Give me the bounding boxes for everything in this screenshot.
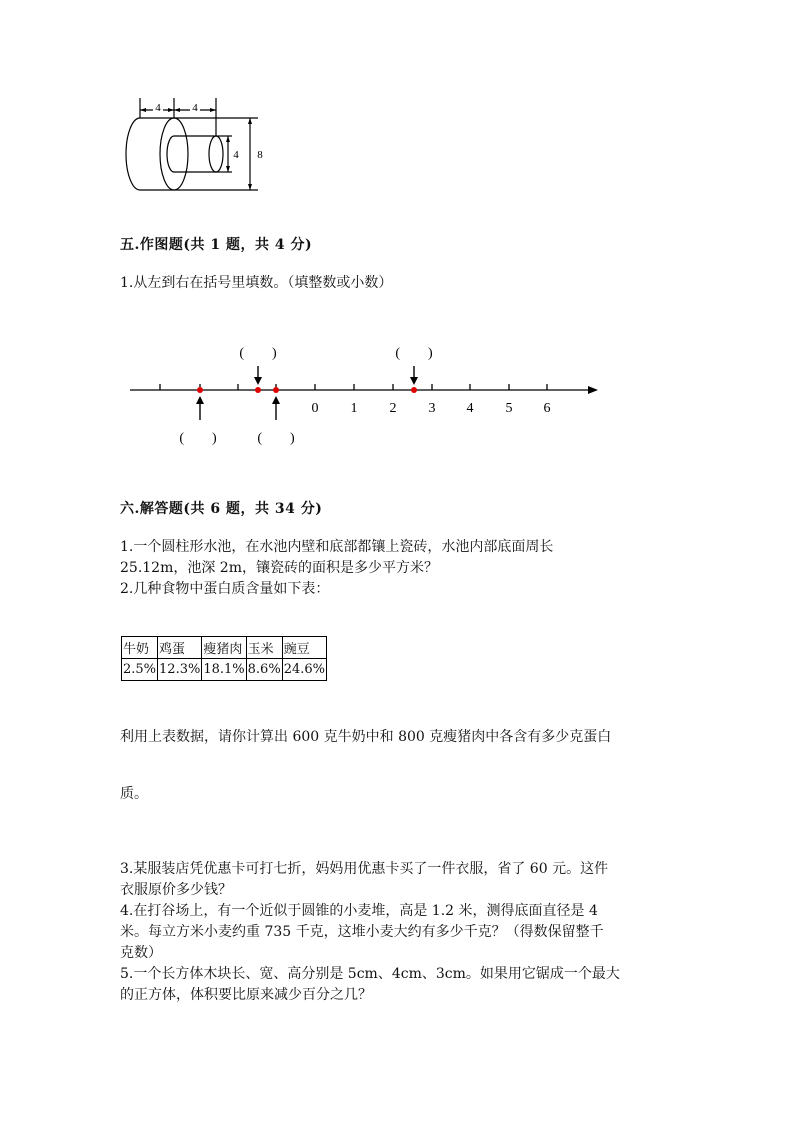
table-cell: 8.6% bbox=[246, 659, 282, 681]
point-d bbox=[411, 387, 417, 393]
point-a bbox=[197, 387, 203, 393]
table-header-row bbox=[122, 637, 327, 659]
q1-line-2: 25.12m，池深 2m，镶瓷砖的面积是多少平方米？ bbox=[120, 560, 438, 576]
tick-label-6: 6 bbox=[543, 401, 551, 416]
table-cell: 2.5% bbox=[122, 659, 158, 681]
q4-line-2: 米。每立方米小麦约重 735 千克，这堆小麦大约有多少千克？（得数保留整千 bbox=[120, 924, 604, 940]
cylinder-figure bbox=[118, 92, 278, 196]
dim-label-large-diameter: 8 bbox=[257, 149, 263, 161]
bracket-bottom-right: ( ) bbox=[257, 431, 295, 446]
section5-question-1: 1.从左到右在括号里填数。（填整数或小数） bbox=[120, 275, 393, 291]
q1-line-1: 1.一个圆柱形水池，在水池内壁和底部都镶上瓷砖，水池内部底面周长 bbox=[120, 539, 554, 555]
table-cell: 24.6% bbox=[282, 659, 326, 681]
q3-line-1: 3.某服装店凭优惠卡可打七折，妈妈用优惠卡买了一件衣服，省了 60 元。这件 bbox=[120, 861, 609, 877]
q5-line-2: 的正方体，体积要比原来减少百分之几？ bbox=[120, 987, 372, 1003]
table-header-cell: 豌豆 bbox=[282, 637, 326, 659]
section6-question-3 bbox=[120, 859, 608, 901]
table-header-cell: 玉米 bbox=[246, 637, 282, 659]
tick-label-5: 5 bbox=[505, 401, 513, 416]
table-header-cell: 瘦猪肉 bbox=[202, 637, 246, 659]
section6-question-2: 2.几种食物中蛋白质含量如下表： bbox=[120, 581, 330, 597]
q4-line-3: 克数） bbox=[120, 945, 162, 961]
q2-text-line-1: 利用上表数据，请你计算出 600 克牛奶中和 800 克瘦猪肉中各含有多少克蛋白 bbox=[120, 729, 612, 745]
tick-label-0: 0 bbox=[311, 401, 319, 416]
bracket-top-right: ( ) bbox=[395, 346, 433, 361]
table-cell: 12.3% bbox=[158, 659, 202, 681]
q5-line-1: 5.一个长方体木块长、宽、高分别是 5cm、4cm、3cm。如果用它锯成一个最大 bbox=[120, 966, 620, 982]
table-row bbox=[122, 659, 327, 681]
protein-table bbox=[121, 636, 327, 681]
q4-line-1: 4.在打谷场上，有一个近似于圆锥的小麦堆，高是 1.2 米，测得底面直径是 4 bbox=[120, 903, 598, 919]
section6-question-5 bbox=[120, 964, 620, 1006]
bracket-top-left: ( ) bbox=[239, 346, 277, 361]
section6-title: 六.解答题(共 6 题，共 34 分) bbox=[120, 501, 323, 517]
table-header-cell: 牛奶 bbox=[122, 637, 158, 659]
tick-label-2: 2 bbox=[389, 401, 397, 416]
bracket-bottom-left: ( ) bbox=[179, 431, 217, 446]
q3-line-2: 衣服原价多少钱？ bbox=[120, 882, 232, 898]
q2-text-line-2: 质。 bbox=[120, 786, 148, 802]
dim-label-small-diameter: 4 bbox=[233, 149, 239, 161]
tick-label-3: 3 bbox=[428, 401, 436, 416]
point-b bbox=[255, 387, 261, 393]
table-header-cell: 鸡蛋 bbox=[158, 637, 202, 659]
tick-label-4: 4 bbox=[466, 401, 474, 416]
section5-title: 五.作图题(共 1 题，共 4 分) bbox=[120, 237, 313, 253]
section6-question-4 bbox=[120, 901, 604, 964]
dim-label-top-right: 4 bbox=[192, 102, 198, 114]
point-c bbox=[273, 387, 279, 393]
tick-label-1: 1 bbox=[350, 401, 358, 416]
table-cell: 18.1% bbox=[202, 659, 246, 681]
number-line bbox=[126, 336, 606, 450]
section6-question-1 bbox=[120, 537, 553, 579]
dim-label-top-left: 4 bbox=[155, 102, 161, 114]
